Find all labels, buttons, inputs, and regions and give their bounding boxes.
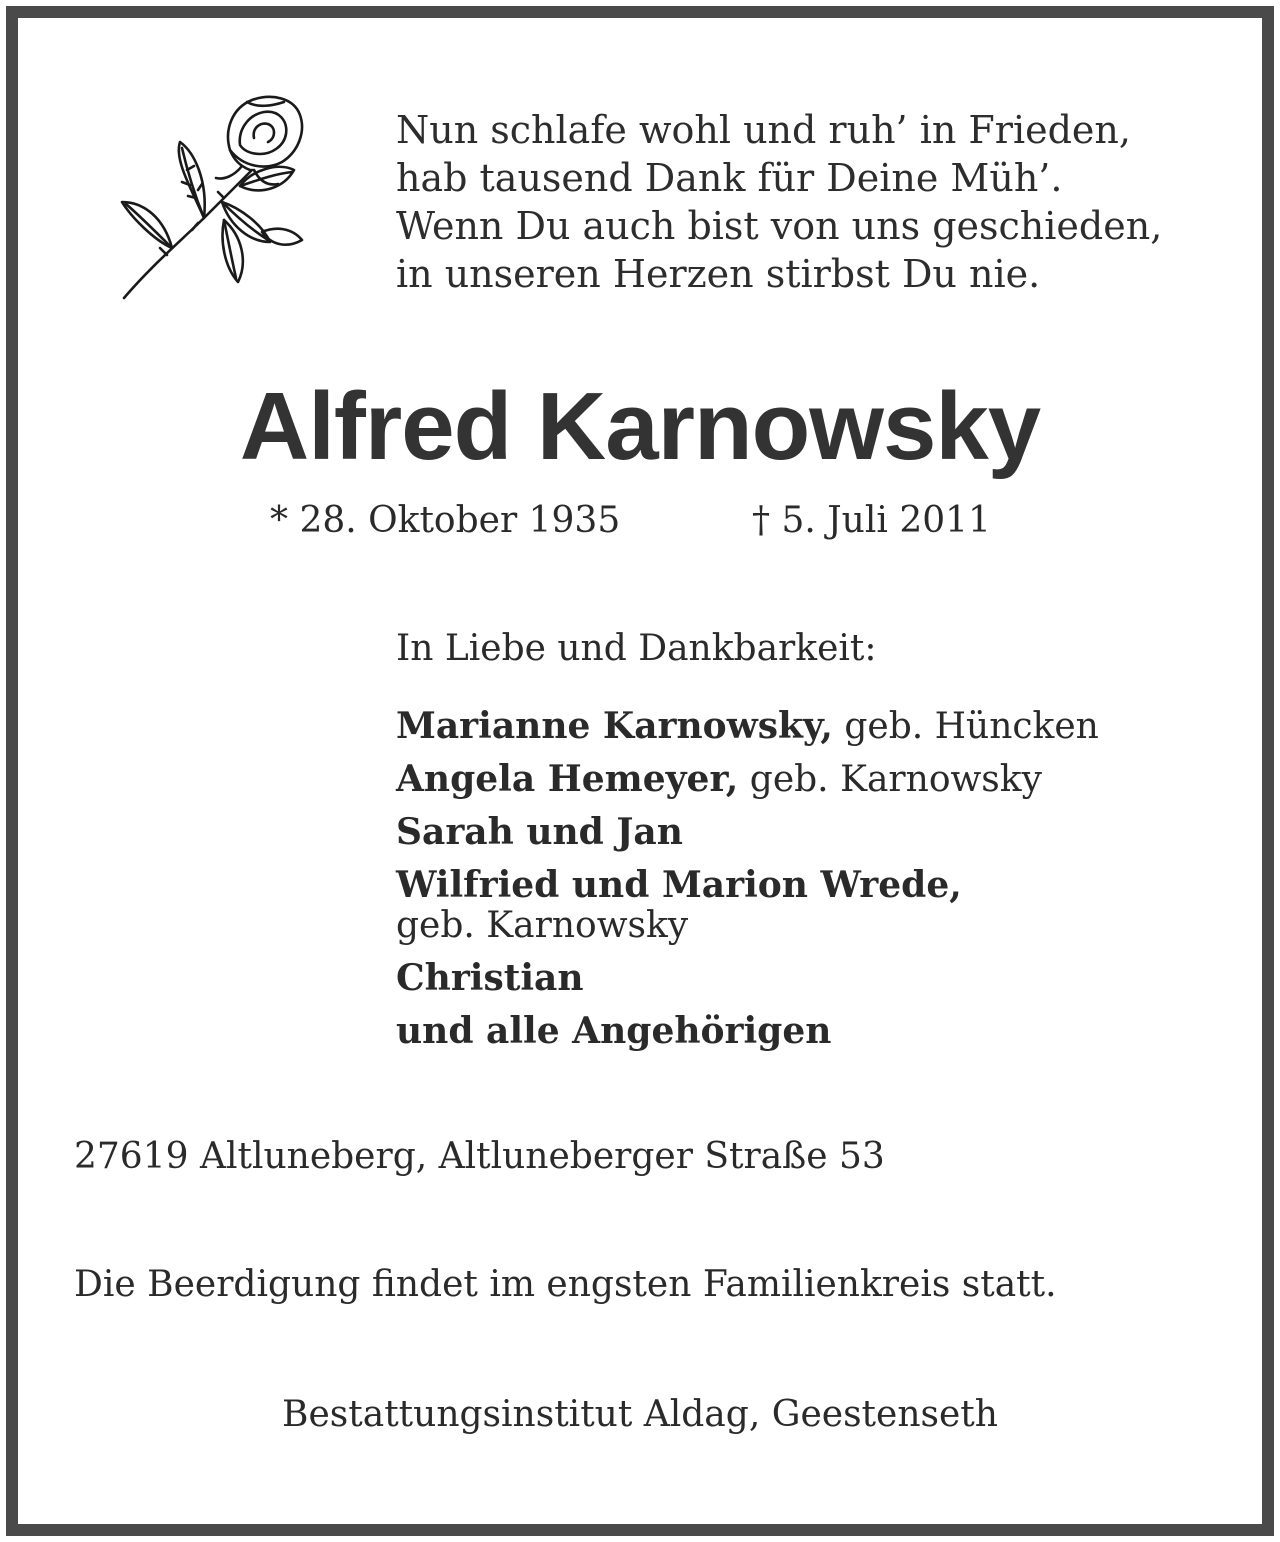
mourner-entry: [396, 806, 1099, 859]
poem-line: Wenn Du auch bist von uns geschieden,: [396, 204, 1163, 248]
mourner-name: und alle Angehörigen: [396, 1010, 832, 1052]
deceased-name: Alfred Karnowsky: [239, 373, 1041, 480]
mourner-maiden-name: geb. Hüncken: [832, 706, 1099, 747]
mourner-entry: [396, 906, 1099, 946]
mourner-entry: [396, 952, 1099, 1005]
birth-date: * 28. Oktober 1935: [270, 500, 621, 541]
funeral-home: Bestattungsinstitut Aldag, Geestenseth: [282, 1394, 998, 1435]
mourner-name: Wilfried und Marion Wrede,: [396, 864, 962, 906]
mourner-name: Christian: [396, 957, 584, 999]
mourner-name: Marianne Karnowsky,: [396, 705, 833, 747]
mourner-name: Angela Hemeyer,: [396, 758, 739, 800]
mourner-maiden-name: geb. Karnowsky: [396, 905, 689, 946]
family-address: 27619 Altluneberg, Altluneberger Straße 53: [74, 1136, 885, 1177]
poem-line: hab tausend Dank für Deine Müh’.: [396, 156, 1063, 200]
poem: [396, 106, 1162, 298]
mourners-intro: In Liebe und Dankbarkeit:: [396, 628, 877, 669]
mourners-list: [396, 700, 1099, 1058]
mourner-entry: [396, 1005, 1099, 1058]
funeral-note: Die Beerdigung findet im engsten Familienkreis statt.: [74, 1264, 1057, 1305]
mourner-entry: [396, 753, 1099, 806]
poem-line: in unseren Herzen stirbst Du nie.: [396, 252, 1041, 296]
rose-icon: [112, 90, 312, 305]
poem-line: Nun schlafe wohl und ruh’ in Frieden,: [396, 108, 1131, 152]
death-date: † 5. Juli 2011: [752, 500, 991, 541]
mourner-maiden-name: geb. Karnowsky: [738, 759, 1042, 800]
mourner-entry: [396, 865, 1099, 906]
mourner-name: Sarah und Jan: [396, 811, 683, 853]
mourner-entry: [396, 700, 1099, 753]
